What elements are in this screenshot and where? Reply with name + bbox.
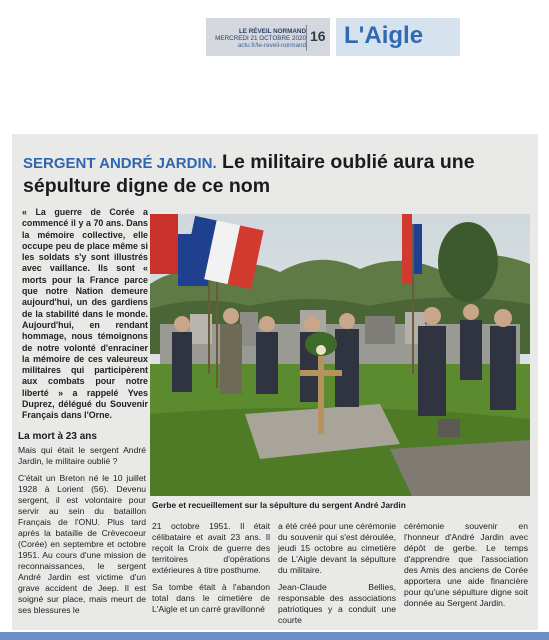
- masthead-divider: [306, 25, 307, 51]
- body-paragraph: 21 octobre 1951. Il était célibataire et avait 23 ans. Il reçoit la Croix de guerre des territoires d'opérations extérieures à titre posthume.: [152, 521, 270, 575]
- body-paragraph: C'était un Breton né le 10 juillet 1928 à Lorient (56). Devenu sergent, il est volontaire pour servir au sein du bataillon Français de l'ONU. Plus tard après la bataille de Crèvecoeur (Corée) en septembre et octobre 1951. Au cours d'une mission de reconnaissances, le sergent André Jardin est victime d'un grave accident de Jeep. Il est soigné sur place, mais meurt de ses blessures le: [18, 473, 146, 615]
- page-number: 16: [310, 28, 326, 44]
- body-column-3: [278, 521, 396, 632]
- photo-caption: Gerbe et recueillement sur la sépulture du sergent André Jardin: [152, 500, 406, 510]
- section-town: L'Aigle: [344, 22, 424, 49]
- paper-name: LE RÉVEIL NORMAND: [238, 28, 306, 35]
- body-column-1: [18, 445, 146, 622]
- bottom-edge: [0, 632, 549, 640]
- masthead: [206, 18, 330, 56]
- headline-kicker: SERGENT ANDRÉ JARDIN.: [23, 155, 217, 172]
- body-paragraph: cérémonie souvenir en l'honneur d'André Jardin avec dépôt de gerbe. Le temps d'apprendre que l'association des Amis des anciens de Corée apportera une aide financière pour qu'une sépulture digne soit donnée au Sergent Jardin.: [404, 521, 528, 608]
- cemetery-ceremony-photo: [150, 214, 530, 496]
- headline: [23, 151, 531, 197]
- article: [12, 134, 538, 630]
- subheading: La mort à 23 ans: [18, 431, 97, 442]
- issue-date: MERCREDI 21 OCTOBRE 2020: [215, 35, 306, 42]
- body-paragraph: Jean-Claude Bellies, responsable des associations patriotiques y a conduit une courte: [278, 582, 396, 625]
- body-paragraph: a été créé pour une cérémonie du souvenir qui s'est déroulée, jeudi 15 octobre au cimetière de L'Aigle devant la sépulture du militaire.: [278, 521, 396, 575]
- section-banner: [336, 18, 460, 56]
- body-column-4: [404, 521, 528, 615]
- headline-title: Le militaire oublié aura une sépulture digne de ce nom: [23, 151, 475, 197]
- website-link[interactable]: actu.fr/le-reveil-normand: [237, 42, 306, 49]
- body-column-2: [152, 521, 270, 621]
- lead-paragraph: « La guerre de Corée a commencé il y a 70 ans. Dans la mémoire collective, elle occupe peu de place même si les soldats s'y sont illustrés avec vaillance. Ils sont « morts pour la France parce que notre Nation demeure aujourd'hui, un des gardiens de la stabilité dans le monde. Aujourd'hui, en rendant hommage, nous témoignons de notre volonté d'enraciner la mémoire de ces valeureux militaires qui participèrent aux combats pour notre liberté » a rappelé Yves Duprez, délégué du Souvenir Français dans l'Orne.: [22, 207, 148, 421]
- body-paragraph: Sa tombe était à l'abandon total dans le cimetière de L'Aigle et un carré gravillonné: [152, 582, 270, 614]
- article-photo: [150, 214, 530, 496]
- body-paragraph: Mais qui était le sergent André Jardin, le militaire oublié ?: [18, 445, 146, 466]
